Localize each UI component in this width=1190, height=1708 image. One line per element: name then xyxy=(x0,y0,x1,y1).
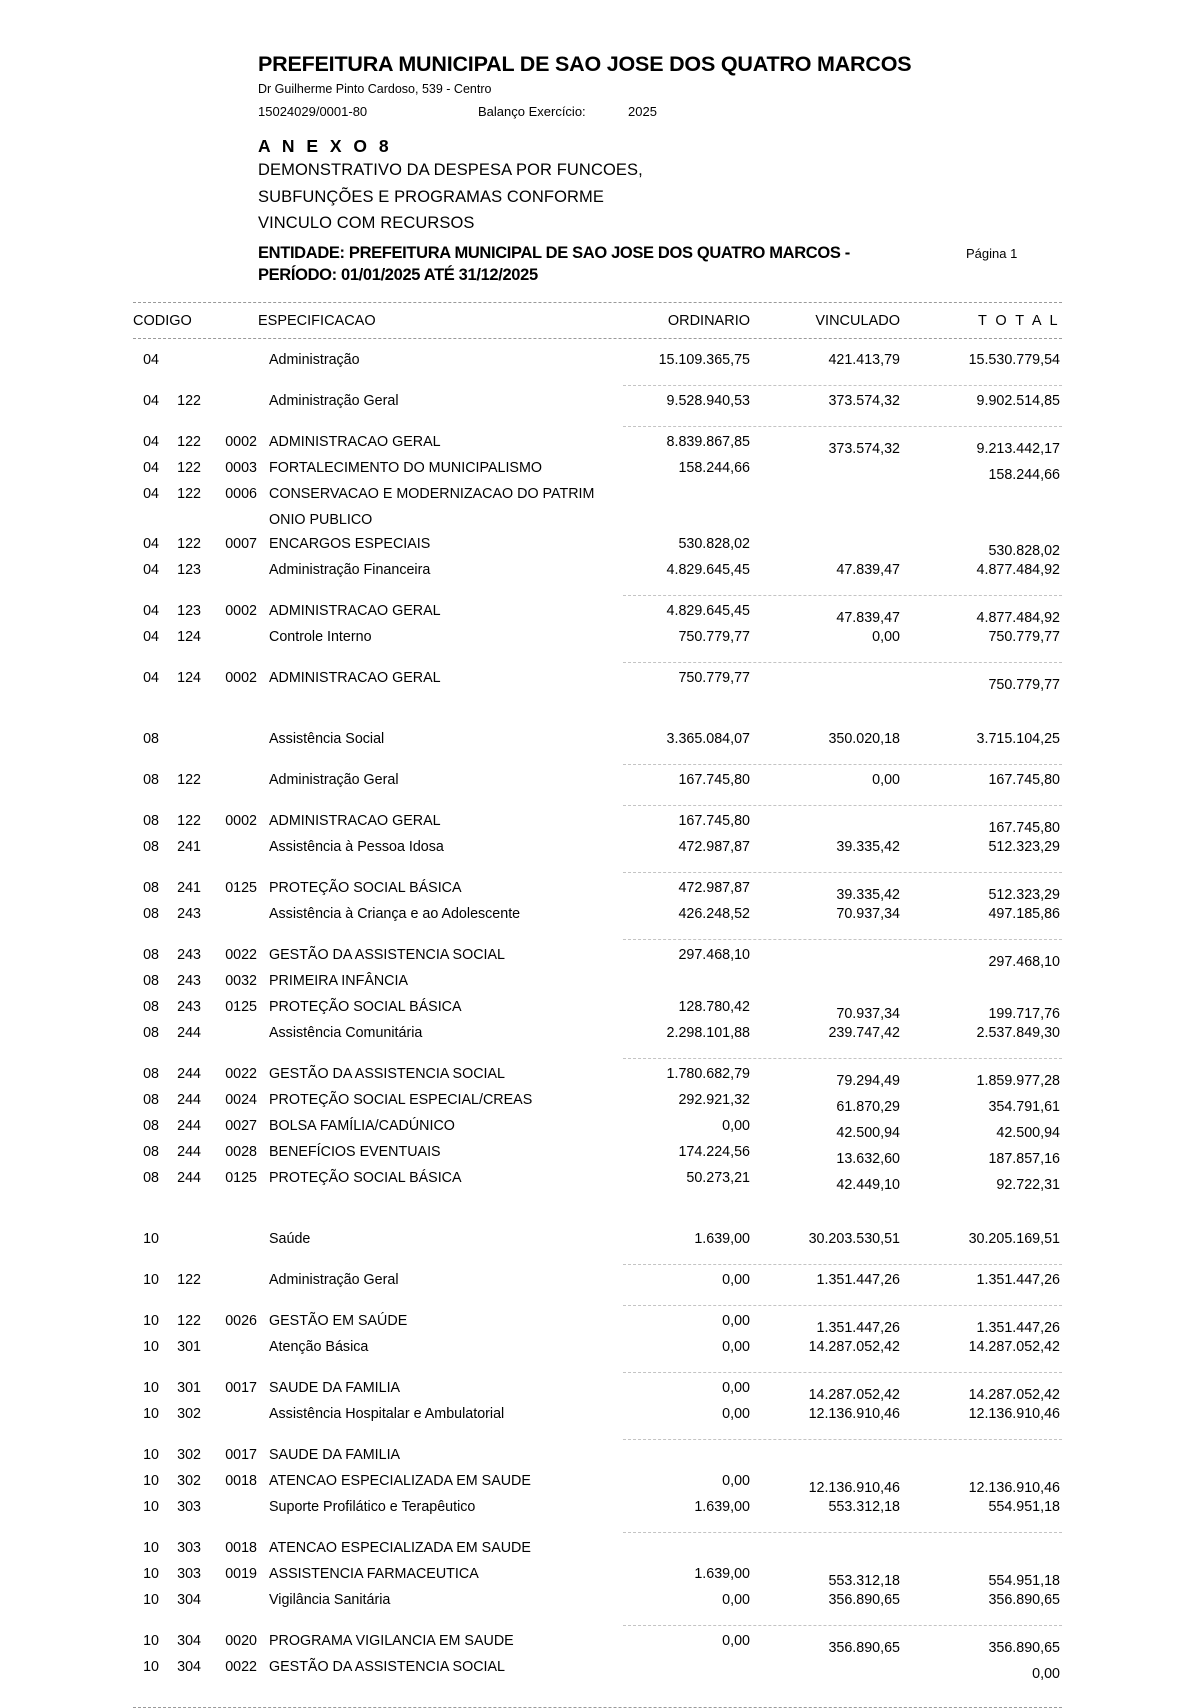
row-ordinario: 3.365.084,07 xyxy=(666,731,750,747)
row-code-function: 10 xyxy=(143,1447,159,1463)
row-code-subfunction: 122 xyxy=(177,460,201,476)
row-specification-continuation: ONIO PUBLICO xyxy=(269,512,373,528)
row-specification: PRIMEIRA INFÂNCIA xyxy=(269,973,409,989)
row-total: 2.537.849,30 xyxy=(976,1025,1060,1041)
row-code-function: 08 xyxy=(143,880,159,896)
table-column-headers xyxy=(133,303,1062,338)
row-ordinario: 8.839.867,85 xyxy=(666,434,750,450)
row-ordinario: 167.745,80 xyxy=(678,772,750,788)
row-total: 14.287.052,42 xyxy=(968,1339,1060,1355)
row-ordinario: 0,00 xyxy=(722,1592,750,1608)
table-row xyxy=(133,1313,1062,1339)
row-ordinario: 174.224,56 xyxy=(678,1144,750,1160)
row-ordinario: 1.780.682,79 xyxy=(666,1066,750,1082)
row-specification: GESTÃO DA ASSISTENCIA SOCIAL xyxy=(269,1066,505,1082)
row-code-function: 08 xyxy=(143,947,159,963)
row-total: 12.136.910,46 xyxy=(968,1480,1060,1496)
row-code-subfunction: 302 xyxy=(177,1406,201,1422)
row-specification: Assistência à Pessoa Idosa xyxy=(269,839,444,855)
report-subtitle-line-2: SUBFUNÇÕES E PROGRAMAS CONFORME xyxy=(258,187,604,206)
row-code-subfunction: 304 xyxy=(177,1592,201,1608)
row-code-function: 08 xyxy=(143,999,159,1015)
row-specification: ENCARGOS ESPECIAIS xyxy=(269,536,431,552)
row-specification: Assistência Comunitária xyxy=(269,1025,423,1041)
row-ordinario: 128.780,42 xyxy=(678,999,750,1015)
table-row xyxy=(133,1499,1062,1525)
row-code-function: 10 xyxy=(143,1659,159,1675)
table-row xyxy=(133,1633,1062,1659)
row-specification: ADMINISTRACAO GERAL xyxy=(269,670,441,686)
row-ordinario: 167.745,80 xyxy=(678,813,750,829)
row-vinculado: 1.351.447,26 xyxy=(816,1320,900,1336)
row-total: 1.351.447,26 xyxy=(976,1272,1060,1288)
row-code-program: 0032 xyxy=(225,973,257,989)
row-code-subfunction: 303 xyxy=(177,1540,201,1556)
row-ordinario: 50.273,21 xyxy=(686,1170,750,1186)
row-code-subfunction: 303 xyxy=(177,1499,201,1515)
row-total: 512.323,29 xyxy=(988,839,1060,855)
row-code-program: 0002 xyxy=(225,670,257,686)
row-total: 167.745,80 xyxy=(988,820,1060,836)
table-row xyxy=(133,1406,1062,1432)
balance-exercise-label: Balanço Exercício: xyxy=(478,103,586,119)
table-row xyxy=(133,1659,1062,1685)
row-specification: Administração Geral xyxy=(269,393,399,409)
table-row xyxy=(133,1144,1062,1170)
row-specification: PROGRAMA VIGILANCIA EM SAUDE xyxy=(269,1633,514,1649)
row-code-program: 0018 xyxy=(225,1540,257,1556)
row-code-function: 08 xyxy=(143,1025,159,1041)
row-total: 512.323,29 xyxy=(988,887,1060,903)
row-code-program: 0125 xyxy=(225,1170,257,1186)
row-vinculado: 1.351.447,26 xyxy=(816,1272,900,1288)
row-code-function: 10 xyxy=(143,1380,159,1396)
table-row xyxy=(133,1066,1062,1092)
table-row xyxy=(133,999,1062,1025)
row-code-function: 10 xyxy=(143,1231,159,1247)
row-vinculado: 553.312,18 xyxy=(828,1573,900,1589)
table-row xyxy=(133,839,1062,865)
row-ordinario: 0,00 xyxy=(722,1473,750,1489)
row-code-subfunction: 243 xyxy=(177,999,201,1015)
row-ordinario: 9.528.940,53 xyxy=(666,393,750,409)
expense-table xyxy=(0,302,1190,1708)
row-vinculado: 14.287.052,42 xyxy=(808,1387,900,1403)
row-code-function: 08 xyxy=(143,1092,159,1108)
table-row xyxy=(133,1231,1062,1257)
row-specification: ADMINISTRACAO GERAL xyxy=(269,603,441,619)
row-ordinario: 0,00 xyxy=(722,1313,750,1329)
cnpj-exercise-row xyxy=(258,104,1190,119)
row-total: 158.244,66 xyxy=(988,467,1060,483)
row-specification: Saúde xyxy=(269,1231,311,1247)
row-code-function: 04 xyxy=(143,603,159,619)
row-specification: Suporte Profilático e Terapêutico xyxy=(269,1499,476,1515)
table-row xyxy=(133,1473,1062,1499)
row-specification: Controle Interno xyxy=(269,629,372,645)
row-total: 750.779,77 xyxy=(988,677,1060,693)
row-code-program: 0022 xyxy=(225,947,257,963)
row-total: 356.890,65 xyxy=(988,1592,1060,1608)
table-row xyxy=(133,1380,1062,1406)
row-specification: ATENCAO ESPECIALIZADA EM SAUDE xyxy=(269,1540,531,1556)
report-subtitle-line-1: DEMONSTRATIVO DA DESPESA POR FUNCOES, xyxy=(258,160,643,179)
row-specification: BOLSA FAMÍLIA/CADÚNICO xyxy=(269,1118,455,1134)
row-vinculado: 421.413,79 xyxy=(828,352,900,368)
row-ordinario: 472.987,87 xyxy=(678,880,750,896)
row-total: 187.857,16 xyxy=(988,1151,1060,1167)
row-total: 1.859.977,28 xyxy=(976,1073,1060,1089)
row-code-function: 10 xyxy=(143,1566,159,1582)
row-vinculado: 70.937,34 xyxy=(836,1006,900,1022)
row-code-function: 10 xyxy=(143,1499,159,1515)
row-vinculado: 30.203.530,51 xyxy=(808,1231,900,1247)
column-header-especificacao: ESPECIFICACAO xyxy=(258,313,376,329)
row-vinculado: 13.632,60 xyxy=(836,1151,900,1167)
table-row xyxy=(133,1118,1062,1144)
table-row xyxy=(133,731,1062,757)
row-ordinario: 0,00 xyxy=(722,1633,750,1649)
row-total: 530.828,02 xyxy=(988,543,1060,559)
table-row xyxy=(133,352,1062,378)
row-vinculado: 373.574,32 xyxy=(828,441,900,457)
row-code-subfunction: 301 xyxy=(177,1380,201,1396)
row-code-program: 0125 xyxy=(225,999,257,1015)
row-code-subfunction: 244 xyxy=(177,1170,201,1186)
row-code-function: 10 xyxy=(143,1473,159,1489)
row-code-subfunction: 122 xyxy=(177,772,201,788)
row-code-subfunction: 243 xyxy=(177,947,201,963)
row-vinculado: 14.287.052,42 xyxy=(808,1339,900,1355)
row-specification: BENEFÍCIOS EVENTUAIS xyxy=(269,1144,441,1160)
column-header-ordinario: ORDINARIO xyxy=(667,313,750,329)
row-vinculado: 373.574,32 xyxy=(828,393,900,409)
report-subtitle-line-3: VINCULO COM RECURSOS xyxy=(258,214,475,233)
row-code-program: 0018 xyxy=(225,1473,257,1489)
row-specification: PROTEÇÃO SOCIAL BÁSICA xyxy=(269,1170,462,1186)
row-code-function: 08 xyxy=(143,1144,159,1160)
row-ordinario: 15.109.365,75 xyxy=(658,352,750,368)
row-ordinario: 472.987,87 xyxy=(678,839,750,855)
row-total: 167.745,80 xyxy=(988,772,1060,788)
row-code-program: 0002 xyxy=(225,434,257,450)
row-code-subfunction: 122 xyxy=(177,393,201,409)
row-total: 4.877.484,92 xyxy=(976,562,1060,578)
row-code-function: 08 xyxy=(143,1170,159,1186)
row-total: 199.717,76 xyxy=(988,1006,1060,1022)
row-vinculado: 42.500,94 xyxy=(836,1125,900,1141)
row-total: 750.779,77 xyxy=(988,629,1060,645)
row-ordinario: 0,00 xyxy=(722,1272,750,1288)
row-specification: Assistência Social xyxy=(269,731,385,747)
row-total: 12.136.910,46 xyxy=(968,1406,1060,1422)
row-code-subfunction: 122 xyxy=(177,813,201,829)
table-row xyxy=(133,603,1062,629)
row-specification: Assistência Hospitalar e Ambulatorial xyxy=(269,1406,505,1422)
row-ordinario: 2.298.101,88 xyxy=(666,1025,750,1041)
row-specification: Vigilância Sanitária xyxy=(269,1592,391,1608)
row-code-function: 08 xyxy=(143,906,159,922)
document-header xyxy=(0,0,1190,286)
table-row xyxy=(133,906,1062,932)
table-row xyxy=(133,486,1062,512)
row-code-function: 10 xyxy=(143,1406,159,1422)
row-code-subfunction: 243 xyxy=(177,906,201,922)
row-total: 15.530.779,54 xyxy=(968,352,1060,368)
row-code-subfunction: 303 xyxy=(177,1566,201,1582)
row-code-subfunction: 301 xyxy=(177,1339,201,1355)
row-vinculado: 61.870,29 xyxy=(836,1099,900,1115)
row-code-function: 04 xyxy=(143,536,159,552)
row-code-function: 04 xyxy=(143,434,159,450)
table-row xyxy=(133,772,1062,798)
row-code-subfunction: 244 xyxy=(177,1092,201,1108)
row-total: 3.715.104,25 xyxy=(976,731,1060,747)
row-total: 42.500,94 xyxy=(996,1125,1060,1141)
row-code-program: 0007 xyxy=(225,536,257,552)
row-specification: PROTEÇÃO SOCIAL BÁSICA xyxy=(269,880,462,896)
row-specification: ADMINISTRACAO GERAL xyxy=(269,434,441,450)
row-code-function: 08 xyxy=(143,772,159,788)
row-code-program: 0027 xyxy=(225,1118,257,1134)
row-code-program: 0026 xyxy=(225,1313,257,1329)
row-code-program: 0006 xyxy=(225,486,257,502)
table-row xyxy=(133,947,1062,973)
organization-title: PREFEITURA MUNICIPAL DE SAO JOSE DOS QUATRO MARCOS xyxy=(258,52,912,76)
row-specification: SAUDE DA FAMILIA xyxy=(269,1447,401,1463)
row-vinculado: 356.890,65 xyxy=(828,1592,900,1608)
row-code-subfunction: 241 xyxy=(177,839,201,855)
row-vinculado: 553.312,18 xyxy=(828,1499,900,1515)
row-specification: ATENCAO ESPECIALIZADA EM SAUDE xyxy=(269,1473,531,1489)
table-row xyxy=(133,973,1062,999)
row-code-function: 10 xyxy=(143,1633,159,1649)
table-row xyxy=(133,1339,1062,1365)
table-row xyxy=(133,1092,1062,1118)
row-code-subfunction: 123 xyxy=(177,603,201,619)
row-specification: GESTÃO DA ASSISTENCIA SOCIAL xyxy=(269,1659,505,1675)
row-total: 9.213.442,17 xyxy=(976,441,1060,457)
table-row xyxy=(133,1170,1062,1196)
row-specification: Assistência à Criança e ao Adolescente xyxy=(269,906,521,922)
row-code-program: 0028 xyxy=(225,1144,257,1160)
table-row xyxy=(133,1272,1062,1298)
table-row xyxy=(133,562,1062,588)
row-code-program: 0002 xyxy=(225,603,257,619)
row-specification: PROTEÇÃO SOCIAL BÁSICA xyxy=(269,999,462,1015)
row-specification: PROTEÇÃO SOCIAL ESPECIAL/CREAS xyxy=(269,1092,533,1108)
period-line: PERÍODO: 01/01/2025 ATÉ 31/12/2025 xyxy=(258,265,538,284)
row-total: 92.722,31 xyxy=(996,1177,1060,1193)
table-row xyxy=(133,460,1062,486)
organization-address: Dr Guilherme Pinto Cardoso, 539 - Centro xyxy=(258,81,492,96)
row-specification: Administração Geral xyxy=(269,1272,399,1288)
row-vinculado: 0,00 xyxy=(872,772,900,788)
row-vinculado: 0,00 xyxy=(872,629,900,645)
table-row xyxy=(133,1566,1062,1592)
row-vinculado: 79.294,49 xyxy=(836,1073,900,1089)
row-vinculado: 350.020,18 xyxy=(828,731,900,747)
row-code-function: 08 xyxy=(143,813,159,829)
row-code-subfunction: 124 xyxy=(177,629,201,645)
row-code-program: 0002 xyxy=(225,813,257,829)
row-vinculado: 239.747,42 xyxy=(828,1025,900,1041)
row-ordinario: 1.639,00 xyxy=(694,1231,750,1247)
row-code-function: 04 xyxy=(143,352,159,368)
row-code-program: 0022 xyxy=(225,1659,257,1675)
cnpj-value: 15024029/0001-80 xyxy=(258,103,368,119)
row-code-program: 0017 xyxy=(225,1447,257,1463)
row-total: 0,00 xyxy=(1032,1666,1060,1682)
row-code-program: 0003 xyxy=(225,460,257,476)
table-row xyxy=(133,434,1062,460)
row-code-subfunction: 122 xyxy=(177,486,201,502)
row-ordinario: 292.921,32 xyxy=(678,1092,750,1108)
table-row xyxy=(133,393,1062,419)
row-code-subfunction: 243 xyxy=(177,973,201,989)
row-ordinario: 0,00 xyxy=(722,1339,750,1355)
row-code-function: 10 xyxy=(143,1339,159,1355)
row-ordinario: 750.779,77 xyxy=(678,670,750,686)
table-row xyxy=(133,536,1062,562)
row-code-subfunction: 122 xyxy=(177,434,201,450)
row-total: 354.791,61 xyxy=(988,1099,1060,1115)
page-number: Página 1 xyxy=(966,246,1018,262)
row-code-subfunction: 122 xyxy=(177,1272,201,1288)
row-code-subfunction: 302 xyxy=(177,1473,201,1489)
row-code-function: 10 xyxy=(143,1592,159,1608)
row-code-function: 10 xyxy=(143,1540,159,1556)
row-code-function: 04 xyxy=(143,670,159,686)
row-code-subfunction: 302 xyxy=(177,1447,201,1463)
row-vinculado: 39.335,42 xyxy=(836,839,900,855)
row-code-subfunction: 244 xyxy=(177,1144,201,1160)
row-code-program: 0022 xyxy=(225,1066,257,1082)
row-code-subfunction: 241 xyxy=(177,880,201,896)
row-specification: ADMINISTRACAO GERAL xyxy=(269,813,441,829)
balance-exercise-value: 2025 xyxy=(628,103,657,119)
column-header-vinculado: VINCULADO xyxy=(815,313,900,329)
row-code-program: 0019 xyxy=(225,1566,257,1582)
row-vinculado: 39.335,42 xyxy=(836,887,900,903)
row-code-function: 04 xyxy=(143,393,159,409)
entity-period-block xyxy=(258,243,1190,286)
row-ordinario: 1.639,00 xyxy=(694,1499,750,1515)
table-row xyxy=(133,1025,1062,1051)
row-code-function: 04 xyxy=(143,486,159,502)
row-code-subfunction: 122 xyxy=(177,536,201,552)
row-ordinario: 530.828,02 xyxy=(678,536,750,552)
row-code-subfunction: 244 xyxy=(177,1118,201,1134)
row-code-subfunction: 244 xyxy=(177,1025,201,1041)
row-specification: Administração Geral xyxy=(269,772,399,788)
row-specification: GESTÃO EM SAÚDE xyxy=(269,1313,408,1329)
annex-title: A N E X O 8 xyxy=(258,135,393,156)
row-code-function: 04 xyxy=(143,460,159,476)
row-ordinario: 4.829.645,45 xyxy=(666,562,750,578)
row-vinculado: 356.890,65 xyxy=(828,1640,900,1656)
row-specification: SAUDE DA FAMILIA xyxy=(269,1380,401,1396)
row-specification: CONSERVACAO E MODERNIZACAO DO PATRIM xyxy=(269,486,595,502)
row-code-subfunction: 123 xyxy=(177,562,201,578)
row-code-function: 08 xyxy=(143,731,159,747)
row-code-function: 08 xyxy=(143,1118,159,1134)
row-ordinario: 750.779,77 xyxy=(678,629,750,645)
row-code-function: 10 xyxy=(143,1313,159,1329)
row-code-function: 08 xyxy=(143,839,159,855)
row-code-subfunction: 304 xyxy=(177,1659,201,1675)
row-total: 4.877.484,92 xyxy=(976,610,1060,626)
row-vinculado: 12.136.910,46 xyxy=(808,1406,900,1422)
row-specification: FORTALECIMENTO DO MUNICIPALISMO xyxy=(269,460,542,476)
row-specification: Administração Financeira xyxy=(269,562,431,578)
row-total: 356.890,65 xyxy=(988,1640,1060,1656)
row-code-program: 0017 xyxy=(225,1380,257,1396)
row-specification: Atenção Básica xyxy=(269,1339,369,1355)
row-total: 554.951,18 xyxy=(988,1499,1060,1515)
row-code-subfunction: 304 xyxy=(177,1633,201,1649)
row-specification: Administração xyxy=(269,352,360,368)
row-code-function: 10 xyxy=(143,1272,159,1288)
row-ordinario: 158.244,66 xyxy=(678,460,750,476)
row-ordinario: 0,00 xyxy=(722,1380,750,1396)
row-total: 497.185,86 xyxy=(988,906,1060,922)
row-code-function: 08 xyxy=(143,973,159,989)
table-row xyxy=(133,813,1062,839)
row-total: 9.902.514,85 xyxy=(976,393,1060,409)
row-total: 554.951,18 xyxy=(988,1573,1060,1589)
table-row xyxy=(133,670,1062,696)
row-total: 1.351.447,26 xyxy=(976,1320,1060,1336)
row-specification: GESTÃO DA ASSISTENCIA SOCIAL xyxy=(269,947,505,963)
row-ordinario: 1.639,00 xyxy=(694,1566,750,1582)
column-header-total: T O T A L xyxy=(977,313,1060,329)
row-code-subfunction: 244 xyxy=(177,1066,201,1082)
row-code-function: 04 xyxy=(143,629,159,645)
row-ordinario: 0,00 xyxy=(722,1406,750,1422)
row-ordinario: 297.468,10 xyxy=(678,947,750,963)
row-ordinario: 4.829.645,45 xyxy=(666,603,750,619)
row-vinculado: 12.136.910,46 xyxy=(808,1480,900,1496)
row-code-function: 08 xyxy=(143,1066,159,1082)
column-header-codigo: CODIGO xyxy=(133,313,192,329)
table-row xyxy=(133,629,1062,655)
table-row xyxy=(133,1540,1062,1566)
row-code-program: 0024 xyxy=(225,1092,257,1108)
table-row xyxy=(133,1447,1062,1473)
table-row xyxy=(133,1592,1062,1618)
row-code-function: 04 xyxy=(143,562,159,578)
row-code-subfunction: 124 xyxy=(177,670,201,686)
row-vinculado: 47.839,47 xyxy=(836,562,900,578)
row-total: 30.205.169,51 xyxy=(968,1231,1060,1247)
row-vinculado: 47.839,47 xyxy=(836,610,900,626)
row-vinculado: 70.937,34 xyxy=(836,906,900,922)
row-specification: ASSISTENCIA FARMACEUTICA xyxy=(269,1566,479,1582)
row-vinculado: 42.449,10 xyxy=(836,1177,900,1193)
row-total: 297.468,10 xyxy=(988,954,1060,970)
row-ordinario: 0,00 xyxy=(722,1118,750,1134)
entity-line: ENTIDADE: PREFEITURA MUNICIPAL DE SAO JOSE DOS QUATRO MARCOS - xyxy=(258,244,850,263)
row-code-program: 0125 xyxy=(225,880,257,896)
row-code-subfunction: 122 xyxy=(177,1313,201,1329)
row-code-program: 0020 xyxy=(225,1633,257,1649)
row-ordinario: 426.248,52 xyxy=(678,906,750,922)
row-total: 14.287.052,42 xyxy=(968,1387,1060,1403)
table-row xyxy=(133,880,1062,906)
